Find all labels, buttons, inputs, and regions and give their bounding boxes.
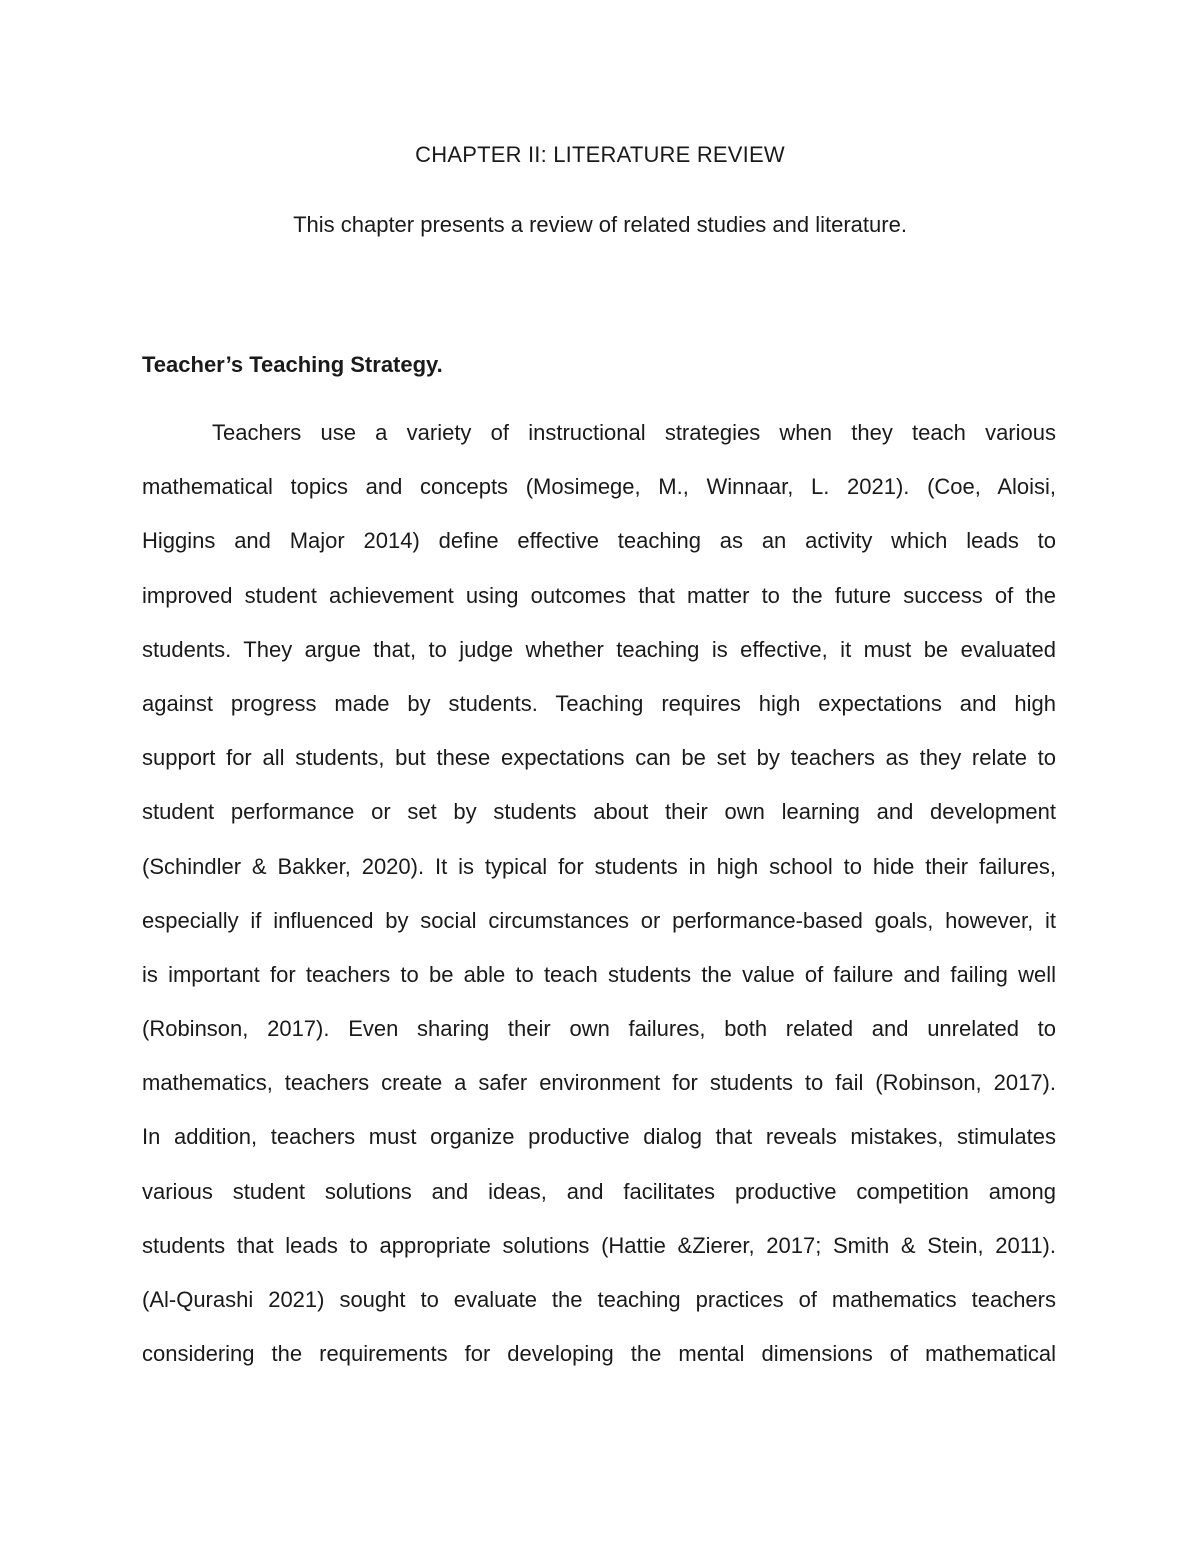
section-heading: Teacher’s Teaching Strategy. [142, 352, 443, 377]
body-line: improved student achievement using outcomes that matter to the future success of the [142, 582, 1056, 608]
chapter-title: CHAPTER II: LITERATURE REVIEW [415, 142, 785, 167]
body-line: students that leads to appropriate solutions (Hattie &Zierer, 2017; Smith & Stein, 2011). [142, 1232, 1056, 1258]
body-line: against progress made by students. Teaching requires high expectations and high [142, 690, 1056, 716]
body-line: (Robinson, 2017). Even sharing their own failures, both related and unrelated to [142, 1016, 1056, 1042]
chapter-intro: This chapter presents a review of related studies and literature. [293, 212, 907, 237]
body-line: mathematics, teachers create a safer environment for students to fail (Robinson, 2017). [142, 1070, 1056, 1096]
body-line: (Schindler & Bakker, 2020). It is typical for students in high school to hide their failures, [142, 853, 1056, 879]
body-line: student performance or set by students about their own learning and development [142, 799, 1056, 825]
body-line: especially if influenced by social circumstances or performance-based goals, however, it [142, 907, 1056, 933]
body-line: is important for teachers to be able to teach students the value of failure and failing well [142, 961, 1056, 987]
body-line: students. They argue that, to judge whether teaching is effective, it must be evaluated [142, 636, 1056, 662]
body-line: various student solutions and ideas, and facilitates productive competition among [142, 1178, 1056, 1204]
section-body [142, 406, 1056, 1381]
body-line: (Al-Qurashi 2021) sought to evaluate the teaching practices of mathematics teachers [142, 1287, 1056, 1312]
body-line: Higgins and Major 2014) define effective teaching as an activity which leads to [142, 528, 1056, 554]
body-line: considering the requirements for developing the mental dimensions of mathematical [142, 1341, 1056, 1367]
body-line: Teachers use a variety of instructional strategies when they teach various [212, 420, 1056, 445]
body-line: mathematical topics and concepts (Mosimege, M., Winnaar, L. 2021). (Coe, Aloisi, [142, 474, 1056, 500]
body-line: support for all students, but these expectations can be set by teachers as they relate to [142, 745, 1056, 771]
body-line: In addition, teachers must organize productive dialog that reveals mistakes, stimulates [142, 1124, 1056, 1150]
